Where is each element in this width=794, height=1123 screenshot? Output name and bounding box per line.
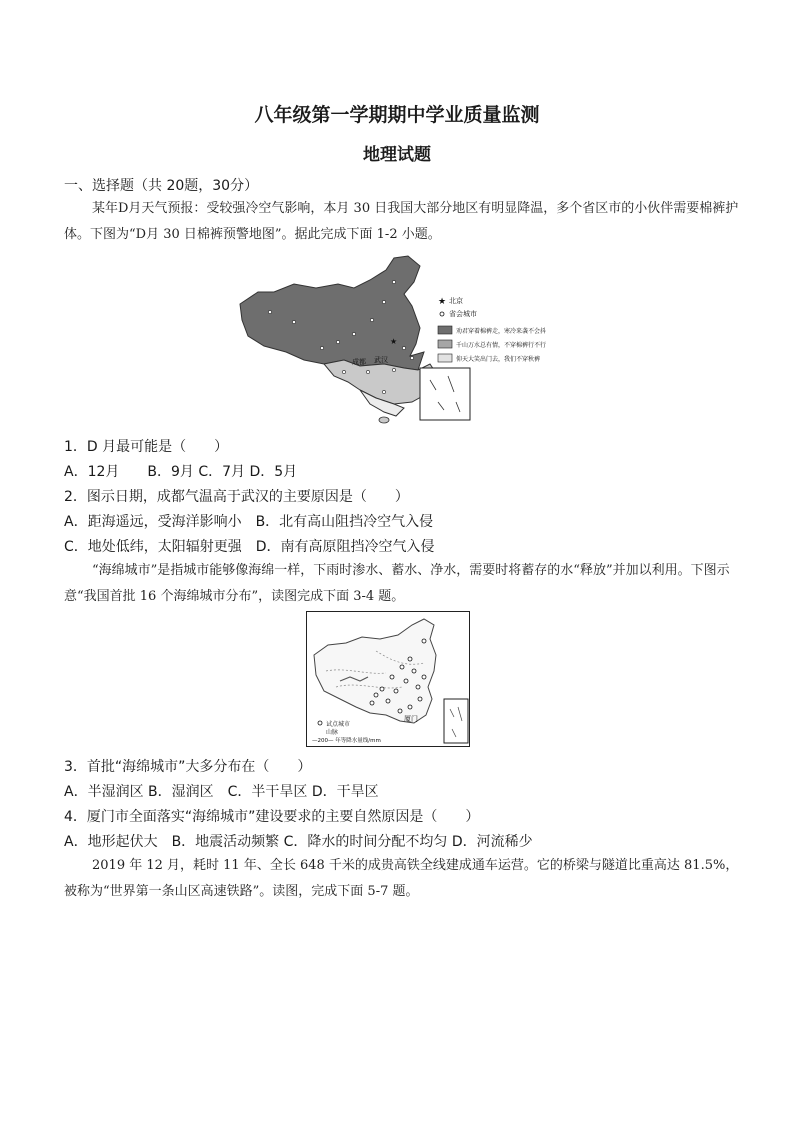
question-3-options: A．半湿润区 B．湿润区 C．半干旱区 D．干旱区	[64, 784, 379, 800]
intro-paragraph-3	[64, 853, 740, 905]
legend-label-mid: 千山万水总有情，不穿棉裤行不行	[456, 342, 547, 349]
intro-text-1: 某年D月天气预报：受较强冷空气影响，本月 30 日我国大部分地区有明显降温，多个省区市的小伙伴需要棉裤护体。下图为“D月 30 日棉裤预警地图”。据此完成下面 1-2 小题。	[64, 201, 739, 242]
legend-swatch-dark	[438, 326, 452, 334]
question-2-stem: 2．图示日期，成都气温高于武汉的主要原因是（ ）	[64, 489, 409, 505]
legend-label-city: 试点城市	[326, 721, 351, 728]
legend-swatch-light	[438, 354, 452, 362]
legend-swatch-mid	[438, 340, 452, 348]
intro-paragraph-1	[64, 196, 740, 248]
map1-label-chengdu: 成都	[352, 358, 366, 366]
section-heading: 一、选择题（共 20题，30分）	[64, 178, 259, 194]
legend-label-light: 仰天大笑出门去，我们不穿秋裤	[456, 356, 541, 363]
sponge-city-map	[306, 611, 470, 747]
page-subtitle: 地理试题	[363, 145, 431, 165]
question-2-options-cd: C．地处低纬，太阳辐射更强 D．南有高原阻挡冷空气入侵	[64, 539, 435, 555]
intro-text-3: 2019 年 12 月，耗时 11 年、全长 648 千米的成贵高铁全线建成通车运营。它的桥梁与隧道比重高达 81.5%，被称为“世界第一条山区高速铁路”。读图，完成下面 5-7 题。	[64, 858, 739, 899]
dot-icon	[440, 312, 444, 316]
question-1-options: A．12月 B．9月 C．7月 D．5月	[64, 464, 298, 480]
legend-label-isohyet: —200— 年等降水量线/mm	[312, 738, 381, 744]
question-2-options-ab: A．距海遥远，受海洋影响小 B．北有高山阻挡冷空气入侵	[64, 514, 434, 530]
question-1-stem: 1．D 月最可能是（ ）	[64, 439, 229, 455]
intro-text-2: “海绵城市”是指城市能够像海绵一样，下雨时渗水、蓄水、净水，需要时将蓄存的水“释放”并加以利用。下图示意“我国首批 16 个海绵城市分布”，读图完成下面 3-4 题。	[64, 563, 730, 604]
question-3-stem: 3．首批“海绵城市”大多分布在（ ）	[64, 759, 312, 775]
map1-label-wuhan: 武汉	[374, 356, 388, 364]
city-dot-icon	[318, 721, 322, 725]
legend-label-capital: 省会城市	[449, 310, 477, 318]
question-4-options: A．地形起伏大 B．地震活动频繁 C．降水的时间分配不均匀 D．河流稀少	[64, 834, 533, 850]
question-4-stem: 4．厦门市全面落实“海绵城市”建设要求的主要自然原因是（ ）	[64, 809, 480, 825]
cold-warning-map	[234, 252, 556, 424]
south-china-sea-inset	[420, 368, 470, 420]
intro-paragraph-2	[64, 558, 740, 610]
page-title: 八年级第一学期期中学业质量监测	[254, 104, 540, 126]
beijing-star-icon: ★	[390, 337, 398, 346]
star-icon: ★	[438, 297, 447, 307]
hainan-island	[379, 417, 389, 423]
legend-label-mountain: 山脉	[326, 729, 339, 736]
legend-label-beijing: 北京	[449, 297, 463, 305]
map2-label-xiamen: 厦门	[404, 715, 418, 723]
legend-label-dark: 劝君穿着棉裤走，寒冷来袭不会抖	[456, 328, 547, 335]
